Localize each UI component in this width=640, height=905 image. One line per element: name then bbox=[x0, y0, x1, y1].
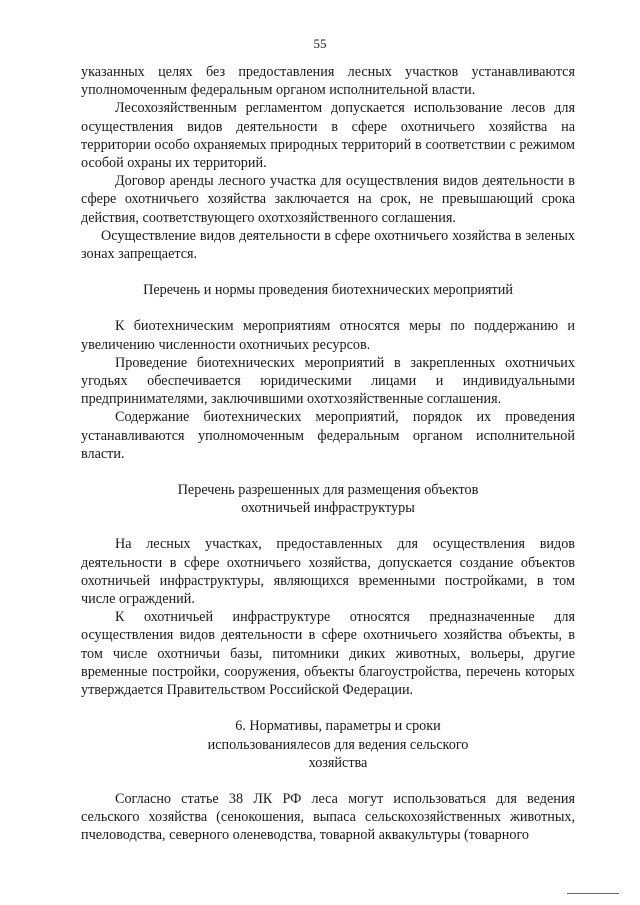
section-heading-infrastructure-line1: Перечень разрешенных для размещения объектов bbox=[177, 482, 479, 499]
paragraph-green-zones: Осуществление видов деятельности в сфере охотничьего хозяйства в зеленых зонах запрещается. bbox=[81, 227, 575, 263]
paragraph-biotech-conduct: Проведение биотехнических мероприятий в закрепленных охотничьих угодьях обеспечивается юридическими лицами и индивидуальными предпринимателями, заключившими охотхозяйственные соглашения. bbox=[81, 354, 575, 408]
section-heading-biotechnical: Перечень и нормы проведения биотехнических мероприятий bbox=[143, 282, 513, 299]
page-content bbox=[81, 63, 575, 845]
paragraph-agriculture: Согласно статье 38 ЛК РФ леса могут использоваться для ведения сельского хозяйства (сенокошения, выпаса сельскохозяйственных животных, пчеловодства, северного оленеводства, товарной аквакультуры (товарного bbox=[81, 790, 575, 844]
paragraph-reglament: Лесохозяйственным регламентом допускается использование лесов для осуществления видов деятельности в сфере охотничьего хозяйства на территории особо охраняемых природных территорий в соответствии с режимом особой охраны их территорий. bbox=[81, 100, 575, 172]
paragraph-biotech-measures: К биотехническим мероприятиям относятся меры по поддержанию и увеличению численности охотничьих ресурсов. bbox=[81, 318, 575, 353]
paragraph-lease-contract: Договор аренды лесного участка для осуществления видов деятельности в сфере охотничьего хозяйства заключается на срок, не превышающий срока действия, соответствующего охотхозяйственного соглашения. bbox=[81, 173, 575, 226]
section-heading-agriculture-line2: использованиялесов для ведения сельского bbox=[207, 736, 469, 753]
paragraph-infra-objects: К охотничьей инфраструктуре относятся предназначенные для осуществления видов деятельности в сфере охотничьего хозяйства объекты, в том числе охотничьи базы, питомники диких животных, вольеры, другие временные постройки, сооружения, объекты благоустройства, перечень которых утверждается Правительством Российской Федерации. bbox=[81, 609, 575, 699]
section-heading-agriculture-line3: хозяйства bbox=[308, 754, 368, 771]
paragraph-infra-creation: На лесных участках, предоставленных для осуществления видов деятельности в сфере охотничьего хозяйства, допускается создание объектов охотничьей инфраструктуры, являющихся временными постройками, в том числе ограждений. bbox=[81, 536, 575, 608]
section-heading-infrastructure bbox=[81, 481, 575, 517]
section-heading-agriculture-line1: 6. Нормативы, параметры и сроки bbox=[235, 718, 441, 735]
paragraph-continuation: указанных целях без предоставления лесных участков устанавливаются уполномоченным федеральным органом исполнительной власти. bbox=[81, 64, 575, 99]
section-heading-infrastructure-line2: охотничьей инфраструктуры bbox=[241, 500, 415, 517]
section-heading-agriculture bbox=[81, 717, 575, 772]
page-number: 55 bbox=[313, 36, 327, 51]
paragraph-biotech-content: Содержание биотехнических мероприятий, порядок их проведения устанавливаются уполномоченным федеральным органом исполнительной власти. bbox=[81, 409, 575, 462]
footer-divider bbox=[567, 893, 619, 894]
